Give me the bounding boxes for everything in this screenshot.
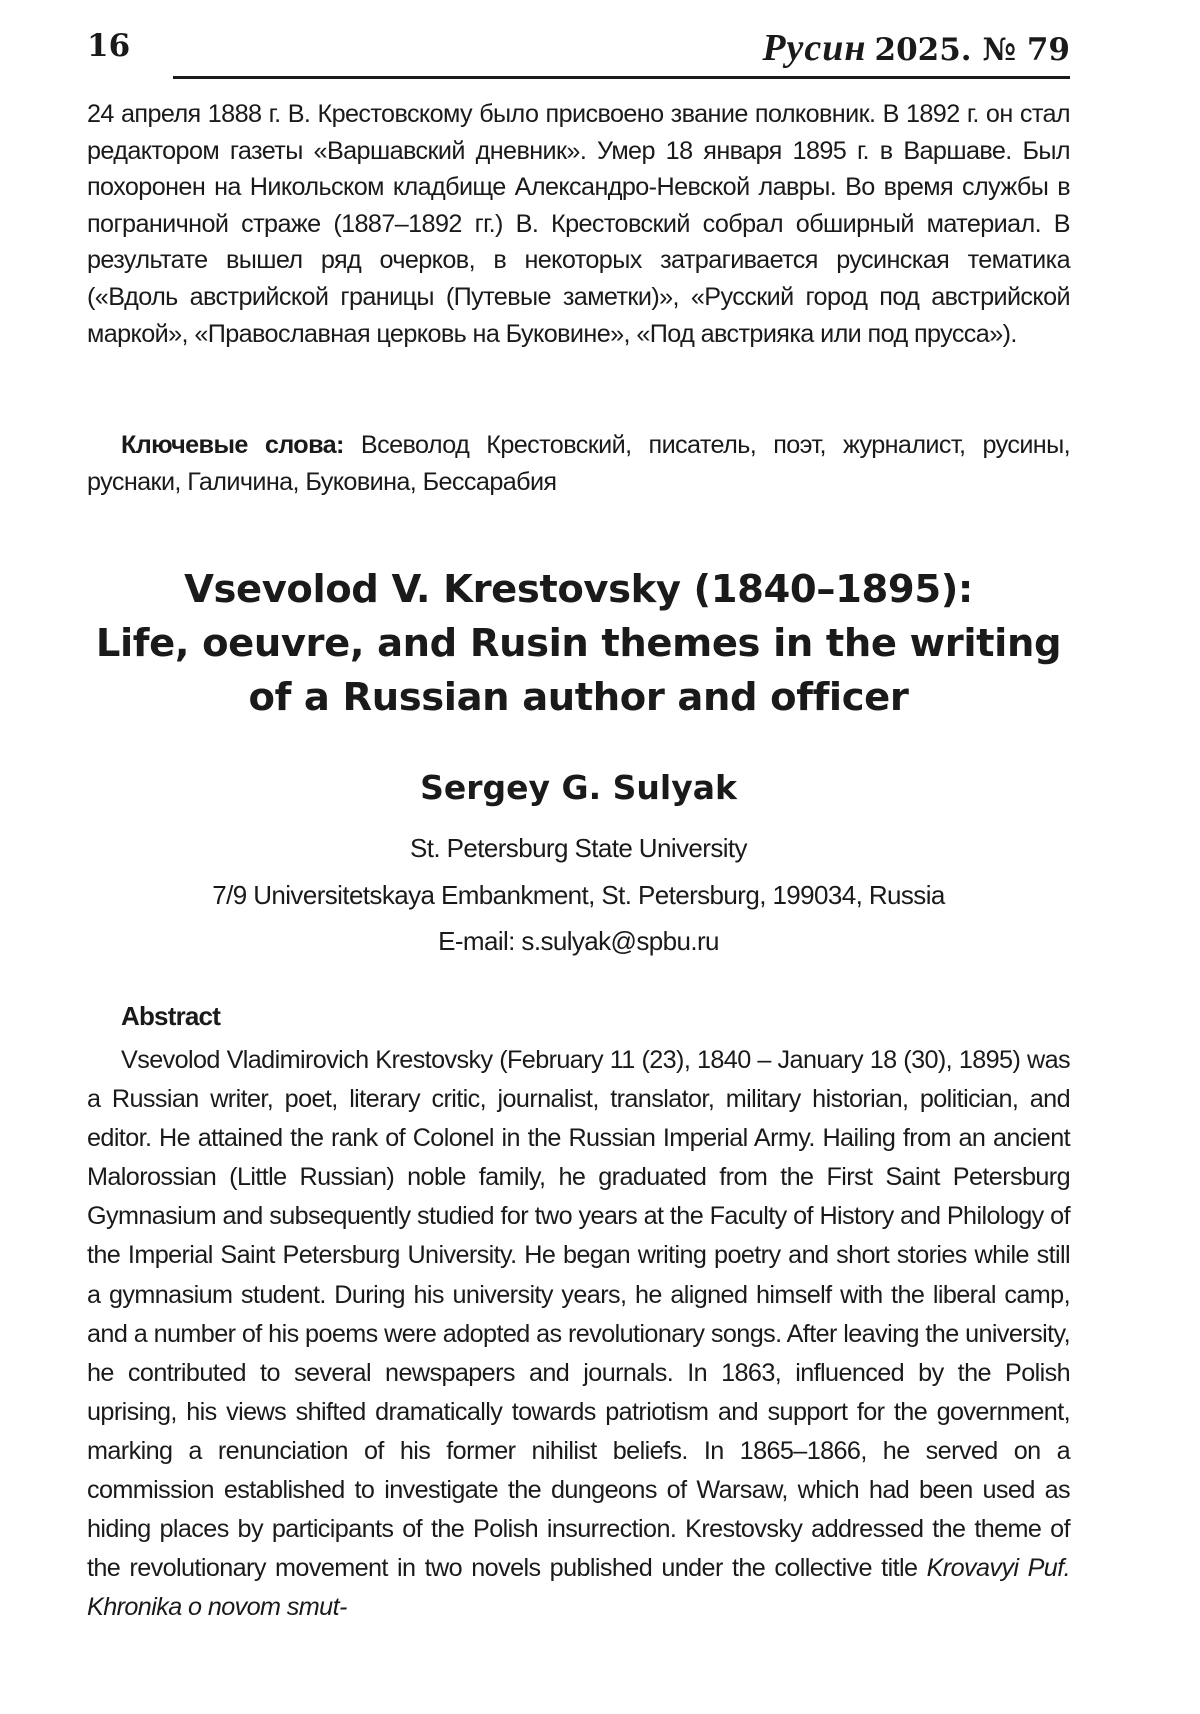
abstract-heading: Abstract — [121, 1001, 221, 1031]
journal-issue — [762, 26, 1070, 70]
keywords-label: Ключевые слова: — [121, 431, 344, 459]
author-name: Sergey G. Sulyak — [420, 768, 737, 807]
header-rule — [173, 76, 1070, 79]
author-affiliation: St. Petersburg State University — [410, 833, 747, 863]
russian-abstract-text: 24 апреля 1888 г. В. Крестовскому было присвоено звание полковник. В 1892 г. он стал редактором газеты «Варшавский дневник». Умер 18 января 1895 г. в Варшаве. Был похоронен на Никольском кладбище Александро-Невской лавры. Во время службы в пограничной страже (1887–1892 гг.) В. Крестовский собрал обширный материал. В результате вышел ряд очерков, в некоторых затрагивается русинская тематика («Вдоль австрийской границы (Путевые заметки)», «Русский город под австрийской маркой», «Православная церковь на Буковине», «Под австрияка или под прусса»). — [87, 100, 1070, 348]
abstract-text — [87, 1041, 1070, 1627]
keywords — [87, 427, 1070, 500]
issue-number: 2025. № 79 — [874, 32, 1070, 68]
keywords-text: Всеволод Крестовский, писатель, поэт, журналист, русины, руснаки, Галичина, Буковина, Бессарабия — [87, 431, 1071, 496]
author-email: E-mail: s.sulyak@spbu.ru — [438, 926, 719, 956]
journal-name: Русин — [762, 27, 867, 69]
title-line-3: of a Russian author and officer — [248, 675, 909, 720]
abstract-body: Vsevolod Vladimirovich Krestovsky (February 11 (23), 1840 – January 18 (30), 1895) was a Russian writer, poet, literary critic, journalist, translator, military historian, politician, and editor. He attained the rank of Colonel in the Russian Imperial Army. Hailing from an ancient Malorossian (Little Russian) noble family, he graduated from the First Saint Petersburg Gymnasium and subsequently studied for two years at the Faculty of History and Philology of the Imperial Saint Petersburg University. He began writing poetry and short stories while still a gymnasium student. During his university years, he aligned himself with the liberal camp, and a number of his poems were adopted as revolutionary songs. After leaving the university, he contributed to several newspapers and journals. In 1863, influenced by the Polish uprising, his views shifted dramatically towards patriotism and support for the government, marking a renunciation of his former nihilist beliefs. In 1865–1866, he served on a commission established to investigate the dungeons of Warsaw, which had been used as hiding places by participants of the Polish insurrection. Krestovsky addressed the theme of the revolutionary movement in two novels published under the collective title — [87, 1046, 1070, 1583]
title-line-2: Life, oeuvre, and Rusin themes in the writing — [95, 621, 1062, 666]
title-line-1: Vsevolod V. Krestovsky (1840–1895): — [184, 567, 973, 612]
abstract-italic-title: Krovavyi Puf. Khronika o novom smut- — [87, 1554, 1070, 1622]
page — [87, 0, 1071, 1622]
author-address: 7/9 Universitetskaya Embankment, St. Petersburg, 199034, Russia — [212, 880, 945, 910]
page-number: 16 — [87, 28, 131, 64]
running-header — [87, 0, 1070, 80]
article-title — [87, 563, 1070, 725]
